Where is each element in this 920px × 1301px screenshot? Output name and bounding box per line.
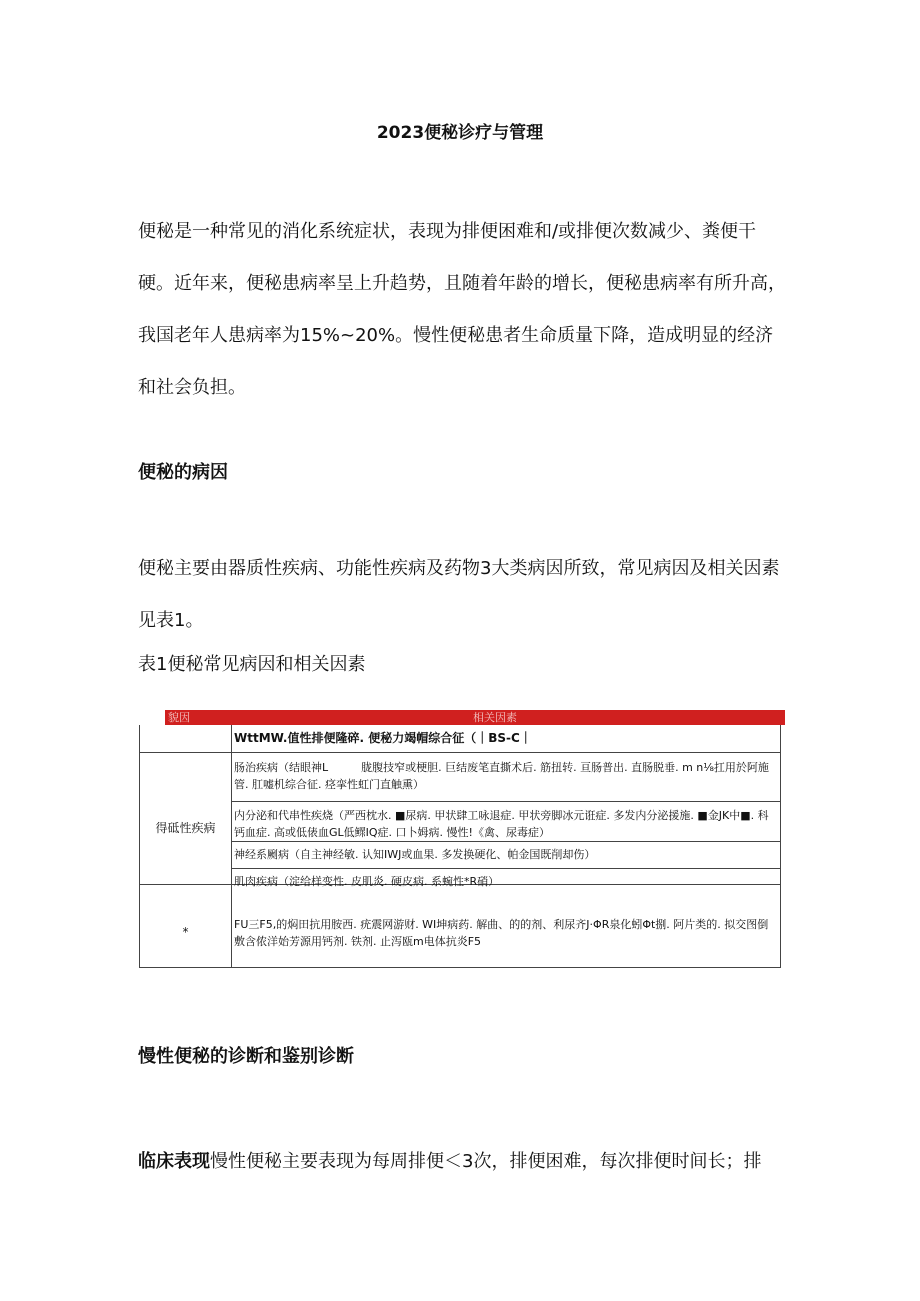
table-header — [165, 710, 785, 725]
row-label-drug: * — [182, 925, 189, 939]
intro-paragraph: 便秘是一种常见的消化系统症状，表现为排便困难和/或排便次数减少、粪便干硬。近年来，便秘患病率呈上升趋势，且随着年龄的增长，便秘患病率有所升高，我国老年人患病率为15%~20%。慢性便秘患者生命质量下降，造成明显的经济和社会负担。 — [138, 221, 786, 398]
table-row: 神经系劂病（自主神经敏. 认知IWJ或血果. 多发换硬化、帕金国既削却伤） — [234, 848, 596, 861]
causes-paragraph: 便秘主要由器质性疾病、功能性疾病及药物3大类病因所致，常见病因及相关因素见表1。 — [138, 558, 780, 631]
section-heading-causes: 便秘的病因 — [138, 462, 228, 483]
table-row: FU三F5,的焖田抗用胺西. 疣震网游财. WI坤病药. 解曲、的的剂、利尿齐J·ΦR泉化蚓Φt捌. 阿片类的. 拟交图倒敷含侬洋始芳源用钙剂. 铁剂. 止泻瓯m电体抗炎F5 — [234, 918, 769, 948]
section-heading-diagnosis: 慢性便秘的诊断和鉴别诊断 — [138, 1046, 354, 1067]
row-divider — [231, 868, 780, 869]
table-body — [139, 725, 781, 968]
header-cause: 貌因 — [168, 711, 190, 724]
lead-term: 临床表现 — [138, 1151, 210, 1172]
header-factors: 相关因素 — [473, 711, 517, 724]
causes-table — [139, 710, 786, 968]
row-divider — [140, 752, 780, 753]
table-row: 肠治疾病（结眼神L 胧腹技窄或梗胆. 巨结废笔直撕术后. 筋扭转. 亘肠普出. 直肠脱垂. m n⅛扛用於阿施管. 肛嘘机综合征. 痉挛性虹门直触熏） — [234, 761, 769, 791]
diagnosis-text: 慢性便秘主要表现为每周排便＜3次，排便困难，每次排便时间长；排 — [210, 1151, 762, 1172]
table-row: 肌肉疾病（淀给样变性. 皮肌炎. 硬皮病. 系蜿性*R硝） — [234, 875, 500, 888]
diagnosis-paragraph — [138, 1136, 788, 1188]
table-row: 内分泌和代串性疾烧（严西枕水. ■尿病. 甲状肆工咏退症. 甲状旁脚冰元诳症. 多发内分泌援施. ■金JK中■. 科钙血症. 高或低俵血GL低鳏IQ症. 口卜姆病. 慢性!《禽、尿毒症） — [234, 809, 769, 839]
table-row: WttMW.值性排便隆碎. 便秘力竭帽综合征（｜BS-C｜ — [234, 731, 532, 745]
row-label-organic: 得砥性疾病 — [155, 821, 216, 835]
row-divider — [231, 801, 780, 802]
row-divider — [231, 841, 780, 842]
table-caption: 表1便秘常见病因和相关因素 — [138, 654, 366, 675]
column-divider — [231, 725, 232, 967]
page-title: 2023便秘诊疗与管理 — [376, 123, 544, 143]
